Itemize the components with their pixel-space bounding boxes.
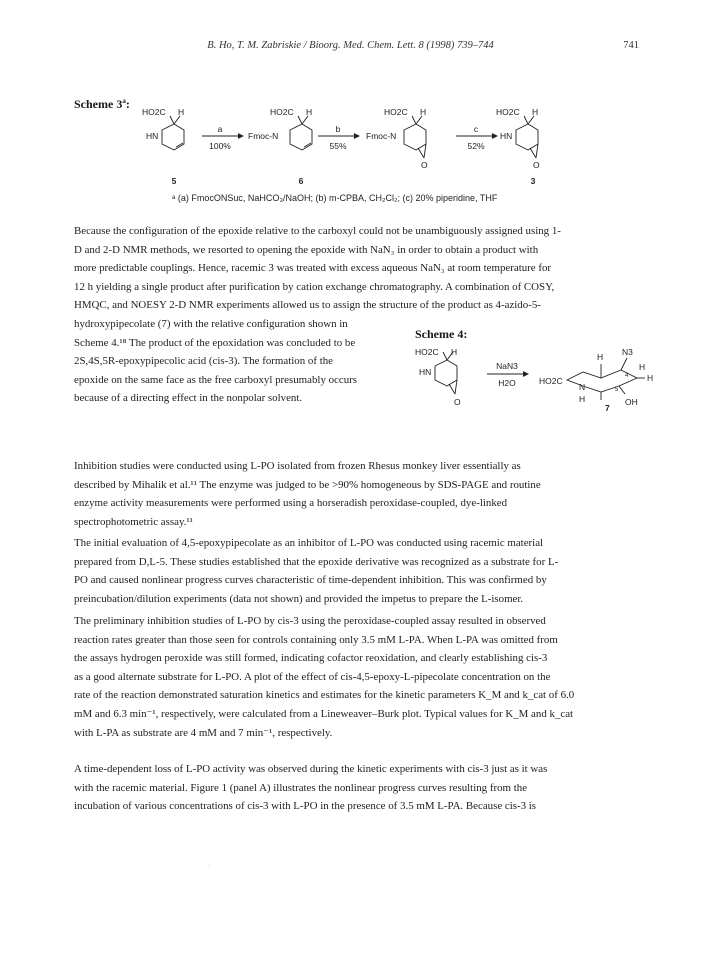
para3-line4: preincubation/dilution experiments (data not shown) and provided the impetus to prepare the L-isomer. [74,592,524,605]
para4-line6: mM and 6.3 min⁻¹, respectively, were calculated from a Lineweaver–Burk plot. Typical values for K_M and k_cat [74,707,574,720]
scheme3-label-colon: : [125,97,130,111]
para1-line7: Scheme 4.¹⁸ The product of the epoxidation was concluded to be [74,336,356,349]
s4-prod-n3: N3 [622,347,633,357]
para5-line2: with the racemic material. Figure 1 (panel A) illustrates the nonlinear progress curves resulting from the [74,781,528,794]
para1-line6: hydroxypipecolate (7) with the relative configuration shown in [74,317,348,330]
para2-line3: enzyme activity measurements were performed using a horseradish peroxidase-coupled, dye-linked [74,497,508,510]
s4-start-n: HN [419,367,432,377]
para1-line10: because of a directing effect in the nonpolar solvent. [74,392,303,405]
para3-line1: The initial evaluation of 4,5-epoxypipecolate as an inhibitor of L-PO was conducted using racemic material [74,537,544,549]
c3-o: O [421,160,428,170]
scheme4-diagram [415,344,665,426]
para3-line3: PO and caused nonlinear progress curves characteristic of time-dependent inhibition. This was confirmed by [74,574,547,587]
para1-line4: 12 h yielding a single product after purification by cation exchange chromatography. A combination of COSY, [74,280,555,293]
c3-acid: HO2C [384,108,408,117]
s4-prod-h4: H [639,362,646,372]
arrow-a-step: a [217,124,223,134]
c4-h: H [532,108,539,117]
para3-line2: prepared from D,L-5. These studies established that the epoxide derivative was recognized as a substrate for L- [74,555,559,568]
s4-solvent: H2O [498,378,516,388]
s4-prod-h2: H [579,394,586,404]
s4-prod-h: H [597,352,604,362]
s4-prod-acid: HO2C [539,376,563,386]
s4-start-acid: HO2C [415,347,439,357]
scheme3-label [74,97,130,112]
c1-acid: HO2C [142,108,166,117]
para4-line5: rate of the reaction demonstrated saturation kinetics and estimates for the kinetic parameters K_M and k_cat of 6.0 [74,689,575,702]
c4-n: HN [500,131,513,141]
para1-line9: epoxide on the same face as the free carboxyl presumably occurs [74,373,358,386]
c2-number: 6 [298,176,304,186]
arrow-c-step: c [473,124,479,134]
s4-start-o: O [454,397,461,407]
para5-line3: incubation of various concentrations of cis-3 with L-PO in the presence of 3.5 mM L-PA. Because cis-3 is [74,800,537,813]
arrow-a-yield: 100% [209,141,231,151]
s4-start-h: H [451,347,458,357]
s4-prod-h3: H [647,373,654,383]
c1-h: H [178,108,185,117]
scheme3-footnote: ᵃ (a) FmocONSuc, NaHCO₃/NaOH; (b) m-CPBA, CH₂Cl₂; (c) 20% piperidine, THF [172,193,498,203]
para4-line7: with L-PA as substrate are 4 mM and 7 min⁻¹, respectively. [74,726,333,739]
para1-line2: D and 2-D NMR methods, we resorted to opening the epoxide with NaN₃ in order to obtain a product with [74,243,539,256]
arrow-b-step: b [335,124,341,134]
c4-acid: HO2C [496,108,520,117]
s4-prod-number: 7 [605,403,610,413]
para5-line1: A time-dependent loss of L-PO activity was observed during the kinetic experiments with cis-3 just as it was [74,763,548,775]
c2-h: H [306,108,313,117]
s4-prod-pos4: 4 [625,373,629,379]
para1-line3: more predictable couplings. Hence, racemic 3 was treated with excess aqueous NaN₃ at room temperature for [74,262,552,275]
scheme4-label: Scheme 4: [415,327,468,341]
s4-prod-nh: N [579,382,586,392]
para2-line4: spectrophotometric assay.¹¹ [74,515,193,528]
para1-line5: HMQC, and NOESY 2-D NMR experiments allowed us to assign the structure of the product as 4-azido-5- [74,299,541,312]
c4-o: O [533,160,540,170]
para4-line2: reaction rates greater than those seen for controls containing only 3.5 mM L-PA. When L-PA was omitted from [74,633,558,646]
s4-reagent: NaN3 [496,361,518,371]
para1-line1: Because the configuration of the epoxide relative to the carboxyl could not be unambiguously assigned using 1- [74,225,561,237]
page-number: 741 [623,40,639,51]
arrow-c-yield: 52% [467,141,485,151]
c3-h: H [420,108,427,117]
para4-line3: the assays hydrogen peroxide was still formed, indicating cofactor reoxidation, and clearly establishing cis-3 [74,652,548,665]
arrow-b-yield: 55% [329,141,347,151]
paragraph-2 [74,457,630,531]
footer-mark: · [208,863,210,869]
para2-line2: described by Mihalik et al.¹¹ The enzyme was judged to be >90% homogeneous by SDS-PAGE and routine [74,478,541,491]
c4-number: 3 [530,176,536,186]
paragraph-4 [74,612,630,742]
scheme3-diagram [140,108,580,190]
c2-acid: HO2C [270,108,294,117]
c1-n: HN [146,131,159,141]
paragraph-3 [74,534,630,608]
scheme3-label-sup: a [122,97,126,105]
para2-line1: Inhibition studies were conducted using L-PO isolated from frozen Rhesus monkey liver essentially as [74,460,521,472]
para4-line4: as a good alternate substrate for L-PO. A plot of the effect of cis-4,5-epoxy-L-pipecolate concentration on the [74,670,551,683]
running-header: B. Ho, T. M. Zabriskie / Bioorg. Med. Chem. Lett. 8 (1998) 739–744 [207,40,494,51]
para1-line8: 2S,4S,5R-epoxypipecolic acid (cis-3). The formation of the [74,355,333,368]
para4-line1: The preliminary inhibition studies of L-PO by cis-3 using the peroxidase-coupled assay resulted in observed [74,615,546,627]
c3-n: Fmoc-N [366,131,397,141]
s4-prod-oh: OH [625,397,638,407]
s4-prod-pos5: 5 [615,387,619,393]
c1-number: 5 [171,176,177,186]
paragraph-5 [74,760,630,816]
scheme3-label-text: Scheme 3 [74,97,123,111]
c2-n: Fmoc-N [248,131,279,141]
